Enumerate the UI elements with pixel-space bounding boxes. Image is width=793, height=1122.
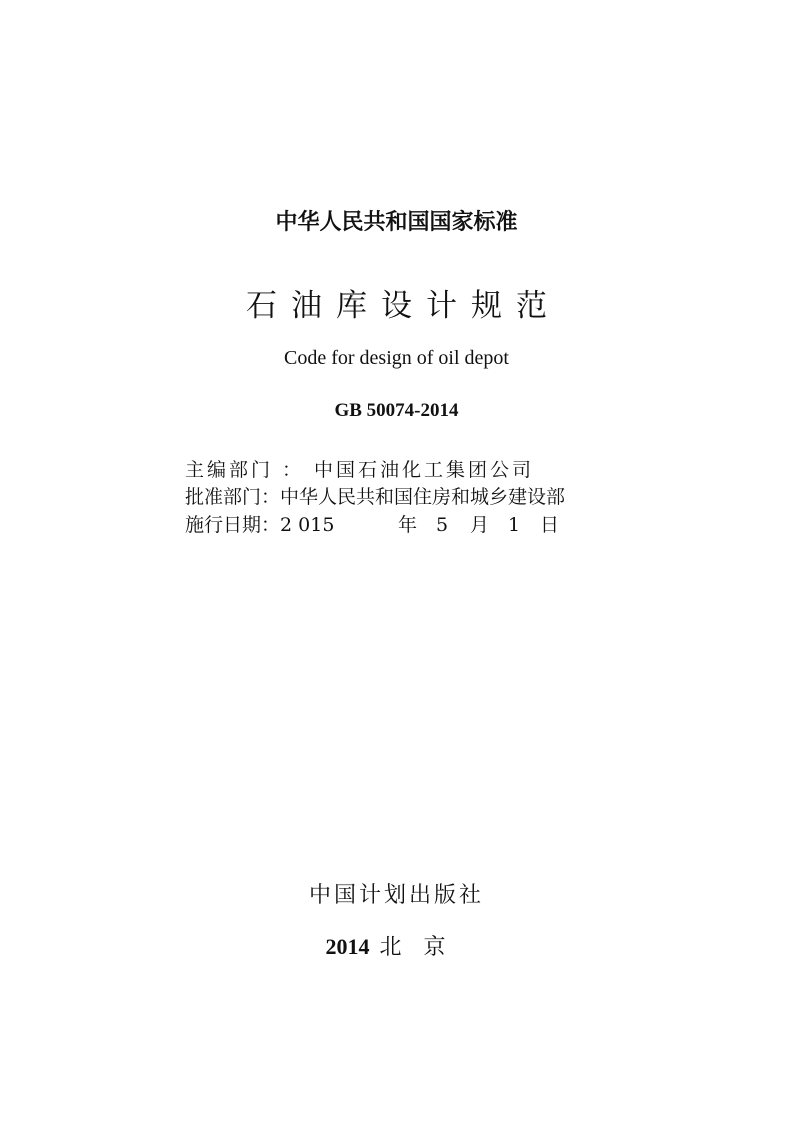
standard-number: GB 50074-2014 [334, 400, 459, 421]
editor-value: 中国石油化工集团公司 [314, 459, 535, 481]
approver-value: 中华人民共和国住房和城乡建设部 [280, 486, 566, 508]
effective-date-line [185, 510, 559, 537]
effective-month: 5 [436, 514, 449, 536]
day-unit: 日 [540, 514, 560, 536]
approver-department-line [185, 482, 565, 509]
document-title-english: Code for design of oil depot [284, 347, 509, 369]
month-unit: 月 [470, 514, 490, 536]
editor-department-line [185, 455, 534, 482]
publisher-name: 中国计划出版社 [308, 883, 484, 908]
editor-label: 主编部门 ： [185, 459, 305, 481]
approver-label: 批准部门： [185, 486, 281, 508]
effective-date-label: 施行日期： [185, 514, 281, 536]
effective-year: 2 015 [280, 514, 335, 536]
national-standard-heading: 中华人民共和国国家标准 [275, 210, 518, 235]
publication-place-year [0, 930, 793, 961]
publication-city: 北京 [379, 935, 468, 960]
year-unit: 年 [398, 514, 418, 536]
effective-day: 1 [508, 514, 521, 536]
publication-year: 2014 [325, 934, 370, 959]
document-title-chinese: 石油库设计规范 [246, 288, 561, 324]
